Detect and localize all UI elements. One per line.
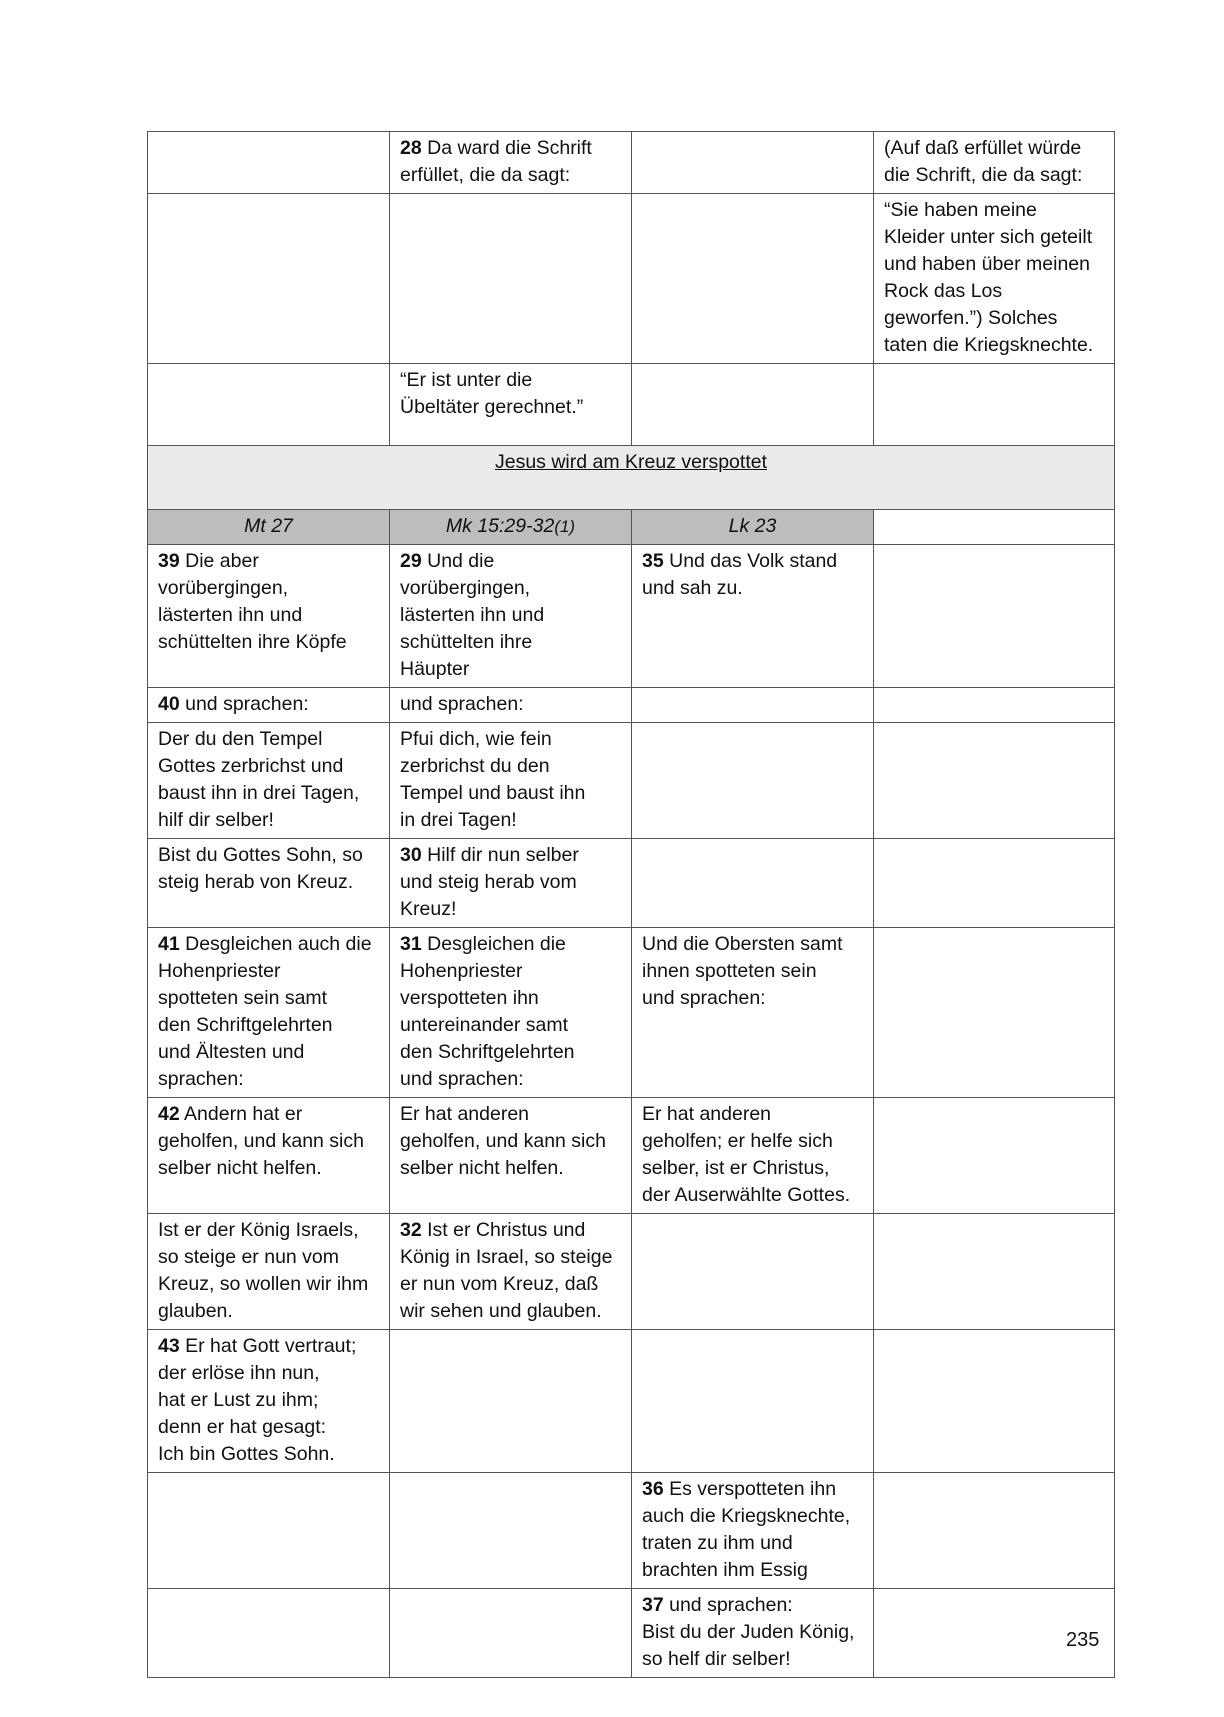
table-cell-col-mk (390, 1589, 632, 1678)
table-row (148, 1098, 1115, 1214)
verse-text: Ist er der König Israels, so steige er nun vom Kreuz, so wollen wir ihm glauben. (158, 1219, 369, 1322)
verse-number: 31 (400, 933, 422, 955)
verse-number: 35 (642, 550, 664, 572)
verse-number: 30 (400, 844, 422, 866)
verse-text: Da ward die Schrift erfüllet, die da sagt: (400, 137, 592, 186)
table-row (148, 688, 1115, 723)
verse-text: Desgleichen auch die Hohenpriester spotteten sein samt den Schriftgelehrten und Ältesten und sprachen: (158, 933, 372, 1090)
verse-number: 29 (400, 550, 422, 572)
table-row (148, 1214, 1115, 1330)
table-cell-col-mt (148, 1098, 390, 1214)
table-cell-col-mk (390, 1473, 632, 1589)
table-row (148, 545, 1115, 688)
table-row (148, 1330, 1115, 1473)
synopsis-table (147, 131, 1115, 1678)
table-cell-col-extra (874, 688, 1115, 723)
verse-number: 32 (400, 1219, 422, 1241)
section-title-block (148, 446, 1115, 545)
verse-text: Andern hat er geholfen, und kann sich selber nicht helfen. (158, 1103, 364, 1179)
table-cell-col-mk (390, 1330, 632, 1473)
table-cell-col-extra (874, 1098, 1115, 1214)
table-row (148, 723, 1115, 839)
table-cell-col-lk (632, 545, 874, 688)
verse-text: Desgleichen die Hohenpriester verspotteten ihn untereinander samt den Schriftgelehrten und sprachen: (400, 933, 575, 1090)
verse-number: 42 (158, 1103, 180, 1125)
verse-number: 41 (158, 933, 180, 955)
table-cell-col-mk (390, 1098, 632, 1214)
verse-text: Und das Volk stand und sah zu. (642, 550, 838, 599)
table-cell-col-mk (390, 688, 632, 723)
section-title: Jesus wird am Kreuz verspottet (148, 446, 1115, 510)
table-cell-col-mt (148, 545, 390, 688)
table-cell-col-extra (874, 194, 1115, 364)
verse-text: “Er ist unter die Übeltäter gerechnet.” (400, 369, 584, 418)
column-header-lk: Lk 23 (632, 510, 874, 545)
table-cell-col-mt (148, 132, 390, 194)
table-cell-col-mk (390, 723, 632, 839)
table-cell-col-mk (390, 194, 632, 364)
table-cell-col-mt (148, 1589, 390, 1678)
table-cell-col-mt (148, 1214, 390, 1330)
verse-number: 28 (400, 137, 422, 159)
table-cell-col-lk (632, 1330, 874, 1473)
table-row (148, 928, 1115, 1098)
verse-text: Er hat Gott vertraut; der erlöse ihn nun, hat er Lust zu ihm; denn er hat gesagt: Ich bin Gottes Sohn. (158, 1335, 357, 1465)
table-row (148, 1589, 1115, 1678)
verse-text: Und die Obersten samt ihnen spotteten sein und sprachen: (642, 933, 843, 1009)
page-number: 235 (1066, 1629, 1100, 1651)
table-cell-col-mk (390, 132, 632, 194)
table-cell-col-extra (874, 364, 1115, 446)
table-cell-col-extra (874, 545, 1115, 688)
verse-number: 36 (642, 1478, 664, 1500)
table-cell-col-mk (390, 839, 632, 928)
table-cell-col-lk (632, 364, 874, 446)
table-row (148, 194, 1115, 364)
table-cell-col-lk (632, 1098, 874, 1214)
table-cell-col-mt (148, 1330, 390, 1473)
table-cell-col-extra (874, 839, 1115, 928)
table-cell-col-lk (632, 1473, 874, 1589)
table-cell-col-mk (390, 1214, 632, 1330)
table-cell-col-extra (874, 132, 1115, 194)
verse-text: “Sie haben meine Kleider unter sich geteilt und haben über meinen Rock das Los geworfen.”) Solches taten die Kriegsknechte. (884, 199, 1094, 356)
table-cell-col-lk (632, 1589, 874, 1678)
table-cell-col-lk (632, 1214, 874, 1330)
table-cell-col-extra (874, 928, 1115, 1098)
table-cell-col-extra (874, 1473, 1115, 1589)
verse-text: und sprachen: Bist du der Juden König, so helf dir selber! (642, 1594, 855, 1670)
verse-number: 40 (158, 693, 180, 715)
column-header-mk: Mk 15:29-32(1) (390, 510, 632, 545)
table-cell-col-mt (148, 928, 390, 1098)
table-cell-col-mk (390, 364, 632, 446)
table-cell-col-mt (148, 688, 390, 723)
verse-text: und sprachen: (179, 693, 309, 715)
top-rows (148, 132, 1115, 446)
verse-number: 43 (158, 1335, 180, 1357)
table-cell-col-mk (390, 545, 632, 688)
table-cell-col-mt (148, 364, 390, 446)
verse-text: Bist du Gottes Sohn, so steig herab von Kreuz. (158, 844, 363, 893)
table-cell-col-mt (148, 839, 390, 928)
verse-text: Pfui dich, wie fein zerbrichst du den Tempel und baust ihn in drei Tagen! (400, 728, 586, 831)
table-row (148, 1473, 1115, 1589)
verse-text: Es verspotteten ihn auch die Kriegsknechte, traten zu ihm und brachten ihm Essig (642, 1478, 851, 1581)
verse-text: Hilf dir nun selber und steig herab vom Kreuz! (400, 844, 579, 920)
table-cell-col-lk (632, 839, 874, 928)
verse-text: Er hat anderen geholfen, und kann sich selber nicht helfen. (400, 1103, 606, 1179)
table-cell-col-mt (148, 1473, 390, 1589)
verse-text: Der du den Tempel Gottes zerbrichst und baust ihn in drei Tagen, hilf dir selber! (158, 728, 360, 831)
verse-text: Und die vorübergingen, lästerten ihn und schüttelten ihre Häupter (400, 550, 545, 680)
verse-text: (Auf daß erfüllet würde die Schrift, die da sagt: (884, 137, 1083, 186)
table-cell-col-lk (632, 194, 874, 364)
table-cell-col-mt (148, 723, 390, 839)
table-row (148, 364, 1115, 446)
table-cell-col-lk (632, 928, 874, 1098)
verse-number: 37 (642, 1594, 664, 1616)
table-cell-col-extra (874, 1330, 1115, 1473)
table-cell-col-extra (874, 723, 1115, 839)
verse-text: Ist er Christus und König in Israel, so steige er nun vom Kreuz, daß wir sehen und glauben. (400, 1219, 613, 1322)
column-header-mt: Mt 27 (148, 510, 390, 545)
table-cell-col-lk (632, 723, 874, 839)
table-cell-col-lk (632, 688, 874, 723)
table-cell-col-lk (632, 132, 874, 194)
verse-text: Die aber vorübergingen, lästerten ihn und schüttelten ihre Köpfe (158, 550, 347, 653)
table-cell-col-extra (874, 1214, 1115, 1330)
column-header-blank (874, 510, 1115, 545)
table-row (148, 839, 1115, 928)
parallel-rows (148, 545, 1115, 1678)
table-row (148, 132, 1115, 194)
table-cell-col-mt (148, 194, 390, 364)
verse-text: Er hat anderen geholfen; er helfe sich selber, ist er Christus, der Auserwählte Gottes. (642, 1103, 851, 1206)
verse-text: und sprachen: (400, 693, 524, 715)
verse-number: 39 (158, 550, 180, 572)
table-cell-col-mk (390, 928, 632, 1098)
